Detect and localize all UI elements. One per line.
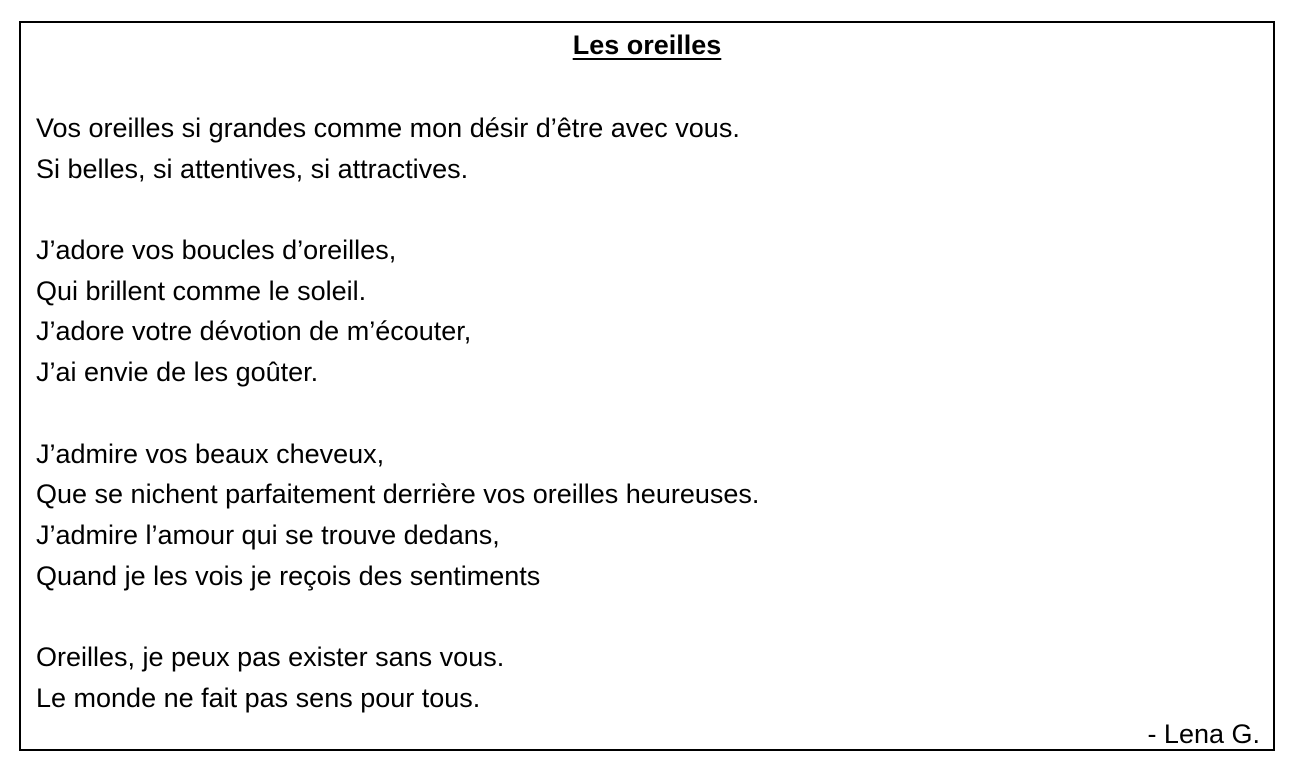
stanza-gap <box>36 393 759 434</box>
poem-line: J’admire l’amour qui se trouve dedans, <box>36 519 500 550</box>
stanza-2 <box>36 230 759 393</box>
author-signature: - Lena G. <box>1147 719 1260 749</box>
poem-line: J’admire vos beaux cheveux, <box>36 438 385 469</box>
stanza-3 <box>36 434 759 597</box>
poem-line: Le monde ne fait pas sens pour tous. <box>36 682 481 713</box>
poem-frame <box>19 21 1275 751</box>
stanza-1 <box>36 108 759 189</box>
stanza-gap <box>36 596 759 637</box>
poem-line: J’adore votre dévotion de m’écouter, <box>36 316 472 347</box>
stanza-4 <box>36 637 759 718</box>
stanza-gap <box>36 189 759 230</box>
poem-line: Vos oreilles si grandes comme mon désir d’être avec vous. <box>36 113 740 143</box>
poem-line: Que se nichent parfaitement derrière vos oreilles heureuses. <box>36 479 760 510</box>
poem-line: Si belles, si attentives, si attractives. <box>36 153 469 184</box>
poem-line: Oreilles, je peux pas exister sans vous. <box>36 641 505 672</box>
poem-line: Quand je les vois je reçois des sentiments <box>36 560 541 591</box>
poem-line: Qui brillent comme le soleil. <box>36 275 367 306</box>
poem-line: J’adore vos boucles d’oreilles, <box>36 235 397 266</box>
poem-line: J’ai envie de les goûter. <box>36 357 319 388</box>
poem-body <box>36 108 759 718</box>
poem-title: Les oreilles <box>572 30 722 60</box>
